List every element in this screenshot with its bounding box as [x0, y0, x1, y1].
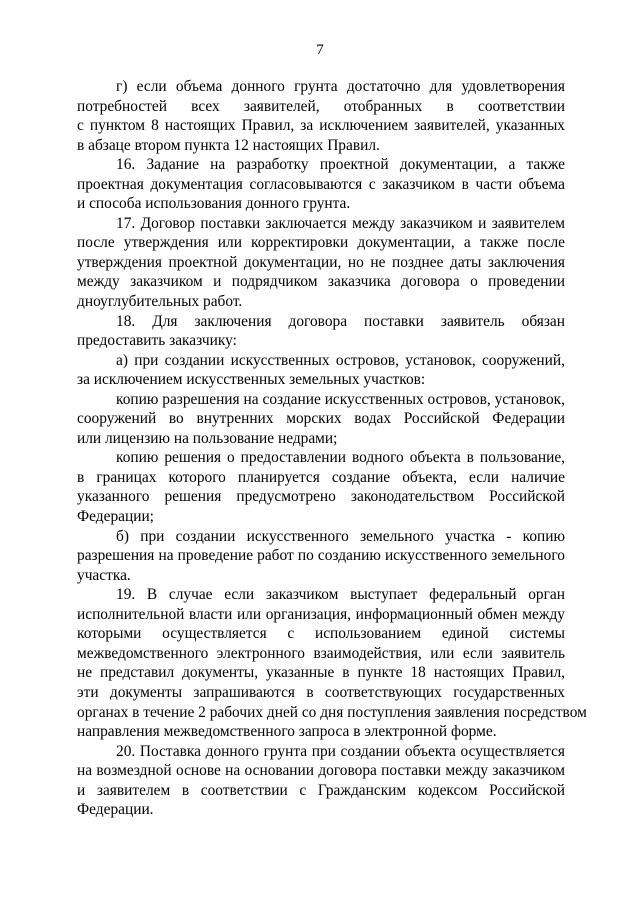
paragraph-line: копию разрешения на создание искусственных островов, установок,: [116, 390, 565, 408]
paragraph-line: с пунктом 8 настоящих Правил, за исключением заявителей, указанных: [77, 117, 565, 135]
paragraph: [77, 742, 565, 820]
paragraph-line: проектная документация согласовываются с заказчиком в части объема: [77, 175, 565, 193]
paragraph-line: не представил документы, указанные в пункте 18 настоящих Правил,: [77, 664, 565, 682]
paragraph-line: участка.: [77, 566, 131, 584]
paragraph-line: межведомственного электронного взаимодействия, или если заявитель: [77, 644, 565, 662]
paragraph: [77, 155, 565, 214]
paragraph-line: предоставить заказчику:: [77, 332, 237, 350]
paragraph-line: эти документы запрашиваются в соответствующих государственных: [77, 683, 565, 701]
paragraph-line: на возмездной основе на основании договора поставки между заказчиком: [77, 762, 565, 780]
paragraph-line: в границах которого планируется создание объекта, если наличие: [77, 468, 565, 486]
document-body: [77, 77, 587, 820]
paragraph-line: после утверждения или корректировки документации, а также после: [77, 234, 565, 252]
paragraph: [77, 312, 565, 351]
paragraph-line: а) при создании искусственных островов, установок, сооружений,: [116, 351, 565, 369]
paragraph: [77, 390, 565, 449]
paragraph-line: органах в течение 2 рабочих дней со дня поступления заявления посредством: [77, 703, 587, 721]
paragraph-line: и способа использования донного грунта.: [77, 195, 351, 213]
paragraph: [77, 214, 565, 312]
paragraph-line: указанного решения предусмотрено законодательством Российской: [77, 488, 565, 506]
paragraph-line: утверждения проектной документации, но не позднее даты заключения: [77, 253, 565, 271]
paragraph-line: исполнительной власти или организация, информационный обмен между: [77, 605, 565, 623]
paragraph-line: в абзаце втором пункта 12 настоящих Правил.: [77, 136, 380, 154]
paragraph: [77, 351, 565, 390]
paragraph-line: потребностей всех заявителей, отобранных в соответствии: [77, 97, 565, 115]
paragraph-line: между заказчиком и подрядчиком заказчика договора о проведении: [77, 273, 565, 291]
paragraph-line: Федерации;: [77, 508, 154, 526]
paragraph-line: 20. Поставка донного грунта при создании объекта осуществляется: [116, 742, 565, 760]
paragraph-line: 19. В случае если заказчиком выступает федеральный орган: [116, 586, 565, 604]
paragraph-line: копию решения о предоставлении водного объекта в пользование,: [116, 449, 565, 467]
paragraph-line: б) при создании искусственного земельного участка - копию: [116, 527, 565, 545]
paragraph-line: дноуглубительных работ.: [77, 293, 243, 311]
paragraph-line: сооружений во внутренних морских водах Российской Федерации: [77, 410, 565, 428]
paragraph-line: 16. Задание на разработку проектной документации, а также: [116, 156, 565, 174]
page-number: 7: [316, 42, 324, 58]
paragraph-line: 17. Договор поставки заключается между заказчиком и заявителем: [116, 214, 565, 232]
paragraph-line: за исключением искусственных земельных участков:: [77, 371, 426, 389]
paragraph: [77, 77, 565, 155]
paragraph: [77, 448, 565, 526]
paragraph: [77, 585, 587, 741]
paragraph-line: направления межведомственного запроса в электронной форме.: [77, 723, 497, 741]
paragraph-line: или лицензию на пользование недрами;: [77, 429, 338, 447]
paragraph: [77, 527, 565, 586]
paragraph-line: разрешения на проведение работ по созданию искусственного земельного: [77, 547, 565, 565]
paragraph-line: и заявителем в соответствии с Гражданским кодексом Российской: [77, 781, 565, 799]
paragraph-line: Федерации.: [77, 801, 154, 819]
paragraph-line: г) если объема донного грунта достаточно для удовлетворения: [116, 78, 565, 95]
paragraph-line: которыми осуществляется с использованием единой системы: [77, 625, 565, 643]
paragraph-line: 18. Для заключения договора поставки заявитель обязан: [116, 312, 565, 330]
